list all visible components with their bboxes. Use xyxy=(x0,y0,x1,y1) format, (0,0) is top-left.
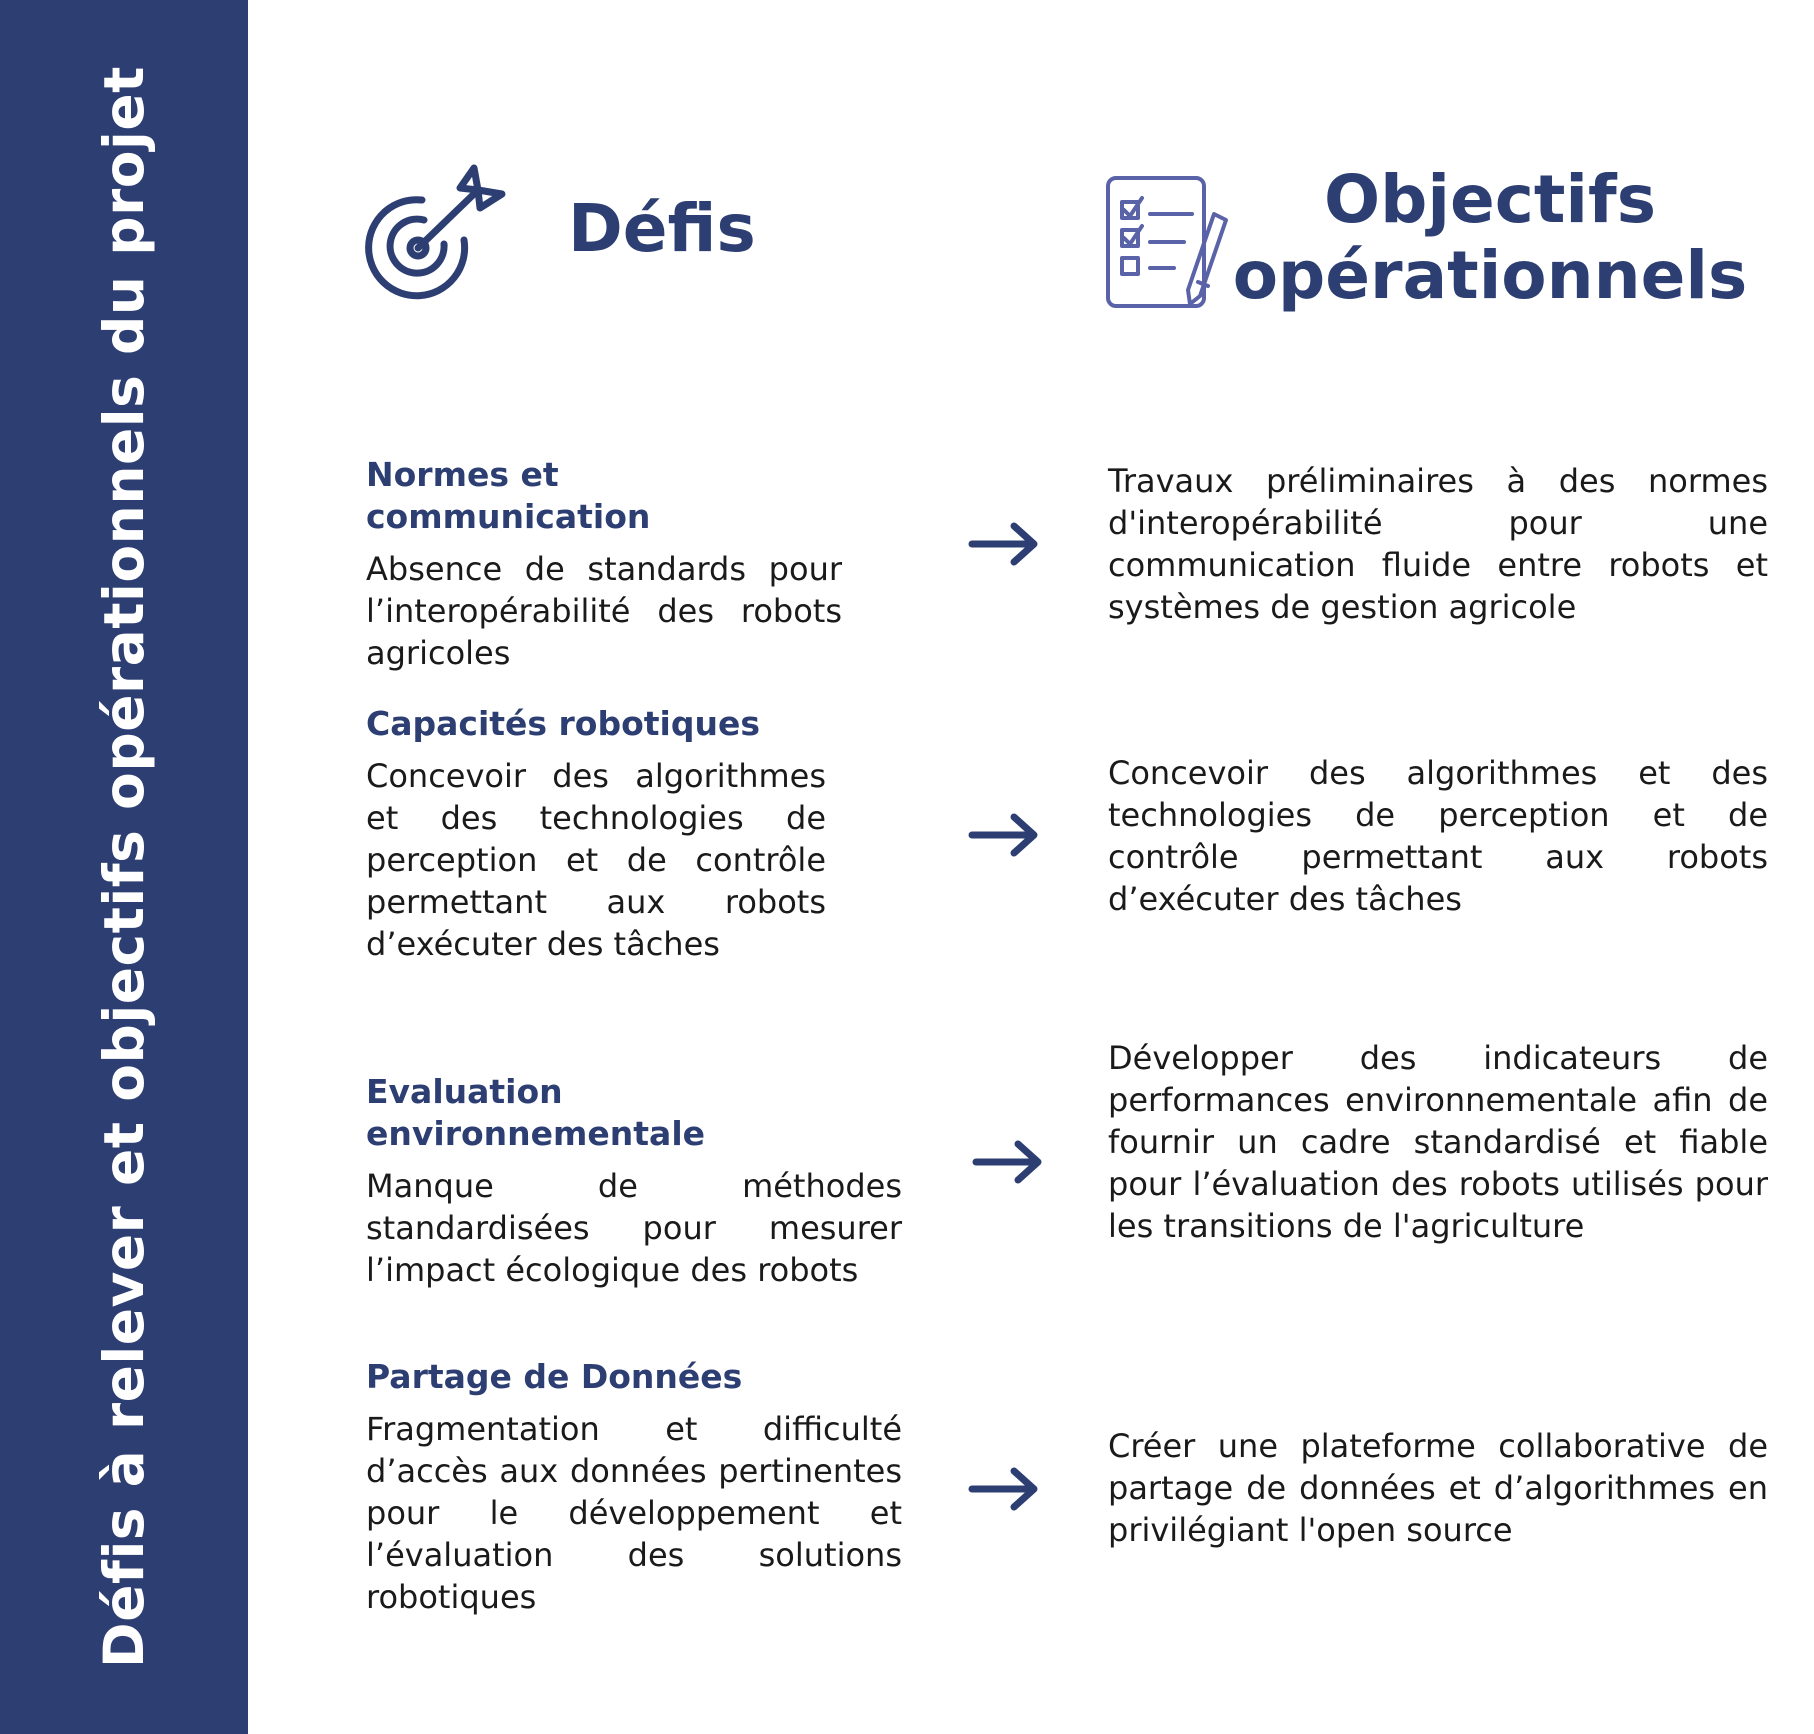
defi-block xyxy=(366,703,826,965)
objectif-text: Développer des indicateurs de performances environnementale afin de fournir un cadre standardisé et fiable pour l’évaluation des robots utilisés pour les transitions de l'agriculture xyxy=(1108,1039,1768,1245)
defi-block xyxy=(366,1071,902,1291)
defi-title: Partage de Données xyxy=(366,1357,743,1396)
objectif-text: Travaux préliminaires à des normes d'interopérabilité pour une communication fluide entre robots et systèmes de gestion agricole xyxy=(1108,462,1768,626)
defi-text: Concevoir des algorithmes et des technologies de perception et de contrôle permettant aux robots d’exécuter des tâches xyxy=(366,757,826,963)
checklist-pencil-icon xyxy=(1104,172,1232,314)
defi-block xyxy=(366,1356,902,1618)
objectifs-heading-line1: Objectifs xyxy=(1323,161,1657,238)
objectifs-heading xyxy=(1230,162,1750,314)
objectif-text: Créer une plateforme collaborative de partage de données et d’algorithmes en privilégiant l'open source xyxy=(1108,1427,1768,1549)
defi-title: Normes et communication xyxy=(366,455,651,536)
defi-text: Fragmentation et difficulté d’accès aux données pertinentes pour le développement et l’évaluation des solutions robotiques xyxy=(366,1410,902,1616)
defi-text: Manque de méthodes standardisées pour mesurer l’impact écologique des robots xyxy=(366,1167,902,1289)
defis-heading: Défis xyxy=(568,190,756,267)
sidebar-title: Défis à relever et objectifs opérationnels du projet xyxy=(92,66,156,1668)
arrow-right-icon xyxy=(968,1467,1040,1511)
arrow-right-icon xyxy=(968,522,1040,566)
defi-title: Evaluation environnementale xyxy=(366,1072,706,1153)
arrow-right-icon xyxy=(968,813,1040,857)
target-arrow-icon xyxy=(364,160,510,306)
sidebar xyxy=(0,0,248,1734)
arrow-right-icon xyxy=(972,1140,1044,1184)
defi-block xyxy=(366,454,842,674)
objectif-text: Concevoir des algorithmes et des technologies de perception et de contrôle permettant aux robots d’exécuter des tâches xyxy=(1108,754,1768,918)
defi-text: Absence de standards pour l’interopérabilité des robots agricoles xyxy=(366,550,842,672)
defi-title: Capacités robotiques xyxy=(366,704,761,743)
objectifs-heading-line2: opérationnels xyxy=(1232,237,1748,314)
